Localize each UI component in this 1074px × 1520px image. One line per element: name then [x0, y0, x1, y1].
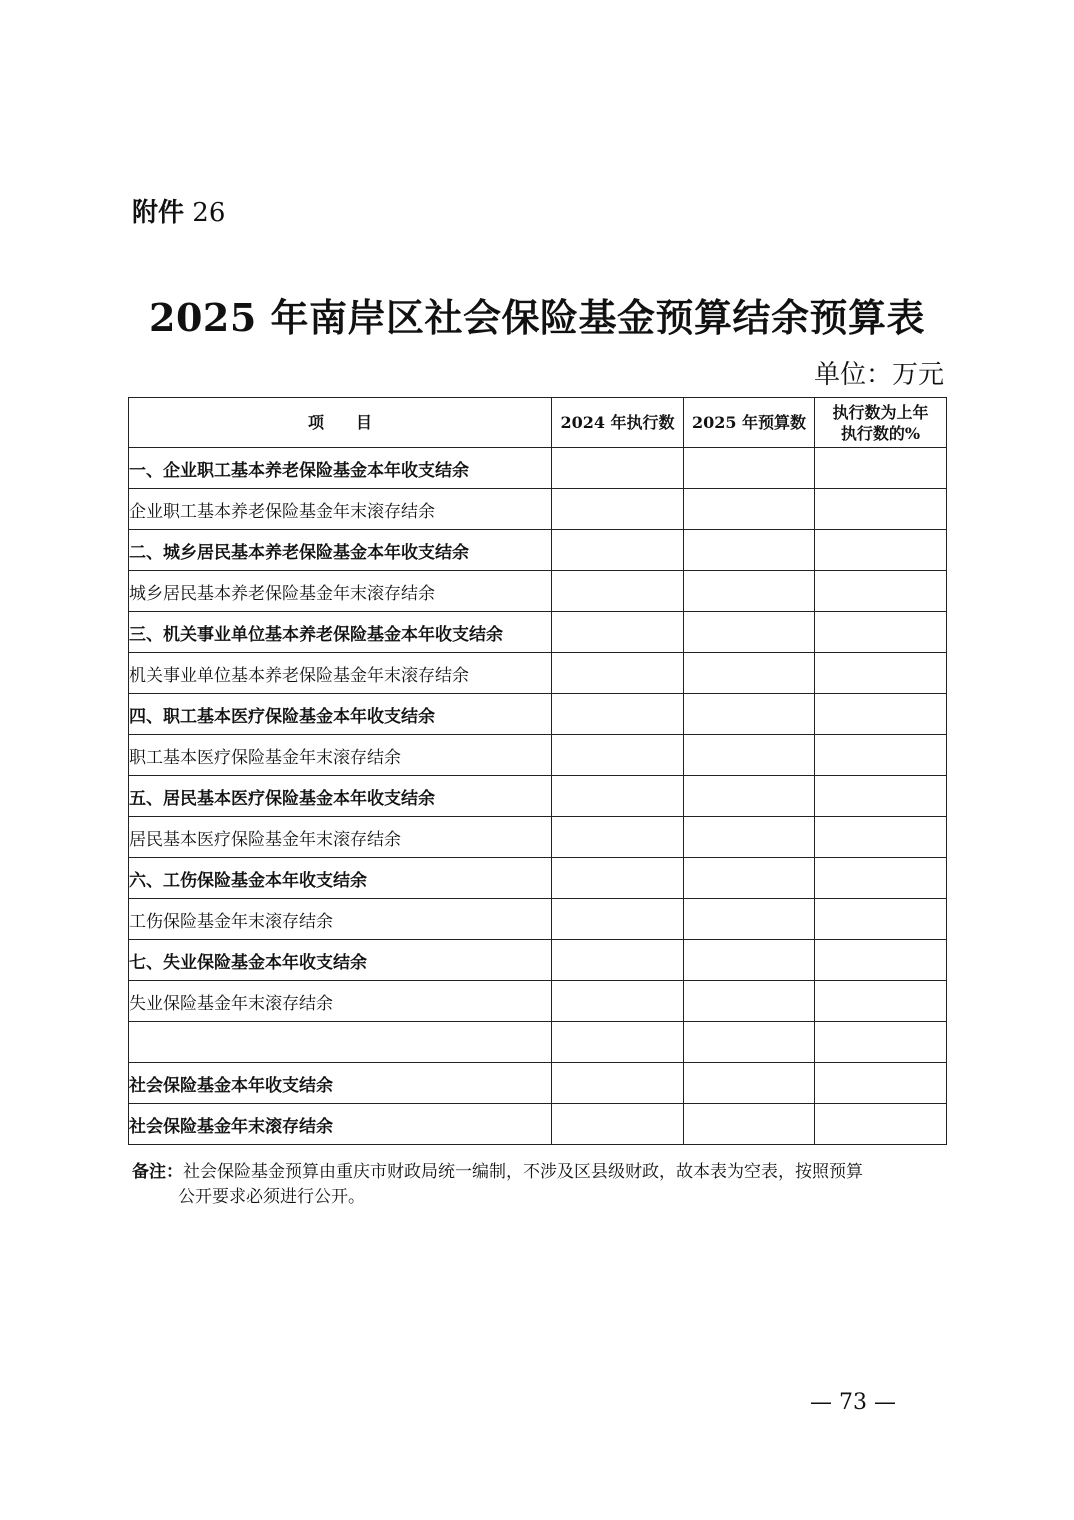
row-label	[129, 1022, 552, 1063]
cell-2024	[552, 776, 684, 817]
cell-2025	[684, 694, 815, 735]
cell-ratio	[815, 1104, 947, 1145]
row-label: 企业职工基本养老保险基金年末滚存结余	[129, 489, 552, 530]
cell-2025	[684, 899, 815, 940]
cell-2024	[552, 735, 684, 776]
table-row	[129, 694, 947, 735]
cell-2025	[684, 981, 815, 1022]
cell-ratio	[815, 571, 947, 612]
attachment-text: 附件	[132, 198, 185, 228]
cell-2025	[684, 858, 815, 899]
cell-2025	[684, 571, 815, 612]
cell-2024	[552, 1104, 684, 1145]
cell-2024	[552, 489, 684, 530]
table-row	[129, 530, 947, 571]
cell-2024	[552, 1063, 684, 1104]
header-2024: 2024 年执行数	[552, 398, 684, 448]
row-label: 一、企业职工基本养老保险基金本年收支结余	[129, 448, 552, 489]
cell-2025	[684, 940, 815, 981]
budget-table	[128, 397, 947, 1145]
page-number: — 73 —	[810, 1390, 896, 1415]
row-label: 四、职工基本医疗保险基金本年收支结余	[129, 694, 552, 735]
cell-2025	[684, 776, 815, 817]
cell-2025	[684, 530, 815, 571]
cell-ratio	[815, 1063, 947, 1104]
table-header-row	[129, 398, 947, 448]
cell-2025	[684, 817, 815, 858]
attachment-number: 26	[192, 198, 226, 228]
table-body	[129, 448, 947, 1145]
cell-2025	[684, 1022, 815, 1063]
cell-ratio	[815, 489, 947, 530]
cell-ratio	[815, 612, 947, 653]
note-line2: 公开要求必须进行公开。	[178, 1187, 365, 1207]
note-line1: 社会保险基金预算由重庆市财政局统一编制，不涉及区县级财政，故本表为空表，按照预算	[183, 1162, 863, 1182]
table-row	[129, 735, 947, 776]
row-label: 六、工伤保险基金本年收支结余	[129, 858, 552, 899]
cell-2024	[552, 817, 684, 858]
cell-ratio	[815, 735, 947, 776]
row-label: 工伤保险基金年末滚存结余	[129, 899, 552, 940]
cell-2025	[684, 653, 815, 694]
cell-2024	[552, 653, 684, 694]
row-label: 居民基本医疗保险基金年末滚存结余	[129, 817, 552, 858]
cell-2024	[552, 981, 684, 1022]
cell-ratio	[815, 858, 947, 899]
table-row	[129, 940, 947, 981]
table-row	[129, 1063, 947, 1104]
row-label: 失业保险基金年末滚存结余	[129, 981, 552, 1022]
footnote	[132, 1160, 944, 1210]
cell-2024	[552, 530, 684, 571]
cell-2025	[684, 612, 815, 653]
cell-2025	[684, 735, 815, 776]
header-item: 项 目	[129, 398, 552, 448]
table-row	[129, 653, 947, 694]
cell-ratio	[815, 448, 947, 489]
attachment-label	[132, 196, 225, 230]
table-row	[129, 571, 947, 612]
cell-2025	[684, 1104, 815, 1145]
cell-2024	[552, 571, 684, 612]
table-row	[129, 612, 947, 653]
cell-2025	[684, 489, 815, 530]
cell-2024	[552, 1022, 684, 1063]
cell-ratio	[815, 981, 947, 1022]
cell-ratio	[815, 899, 947, 940]
table-row	[129, 899, 947, 940]
header-2025: 2025 年预算数	[684, 398, 815, 448]
page-title: 2025 年南岸区社会保险基金预算结余预算表	[149, 295, 925, 340]
cell-ratio	[815, 694, 947, 735]
cell-2024	[552, 899, 684, 940]
header-ratio-line1: 执行数为上年	[832, 402, 929, 422]
note-label: 备注：	[132, 1162, 183, 1182]
unit-label: 单位：万元	[813, 360, 944, 390]
table-row	[129, 817, 947, 858]
table-row	[129, 448, 947, 489]
row-label: 职工基本医疗保险基金年末滚存结余	[129, 735, 552, 776]
cell-2024	[552, 940, 684, 981]
table-row	[129, 858, 947, 899]
cell-2025	[684, 448, 815, 489]
cell-2024	[552, 694, 684, 735]
table-row	[129, 1022, 947, 1063]
header-ratio-line2: 执行数的%	[840, 423, 921, 443]
row-label: 三、机关事业单位基本养老保险基金本年收支结余	[129, 612, 552, 653]
row-label: 社会保险基金年末滚存结余	[129, 1104, 552, 1145]
cell-ratio	[815, 817, 947, 858]
cell-ratio	[815, 653, 947, 694]
row-label: 社会保险基金本年收支结余	[129, 1063, 552, 1104]
cell-2025	[684, 1063, 815, 1104]
row-label: 五、居民基本医疗保险基金本年收支结余	[129, 776, 552, 817]
table-row	[129, 981, 947, 1022]
cell-2024	[552, 858, 684, 899]
row-label: 机关事业单位基本养老保险基金年末滚存结余	[129, 653, 552, 694]
table-row	[129, 489, 947, 530]
cell-ratio	[815, 940, 947, 981]
header-ratio	[815, 398, 947, 448]
table-row	[129, 776, 947, 817]
cell-ratio	[815, 530, 947, 571]
page-number-wrap	[0, 1390, 1074, 1415]
table-row	[129, 1104, 947, 1145]
cell-2024	[552, 448, 684, 489]
cell-ratio	[815, 776, 947, 817]
row-label: 七、失业保险基金本年收支结余	[129, 940, 552, 981]
cell-ratio	[815, 1022, 947, 1063]
row-label: 二、城乡居民基本养老保险基金本年收支结余	[129, 530, 552, 571]
row-label: 城乡居民基本养老保险基金年末滚存结余	[129, 571, 552, 612]
cell-2024	[552, 612, 684, 653]
